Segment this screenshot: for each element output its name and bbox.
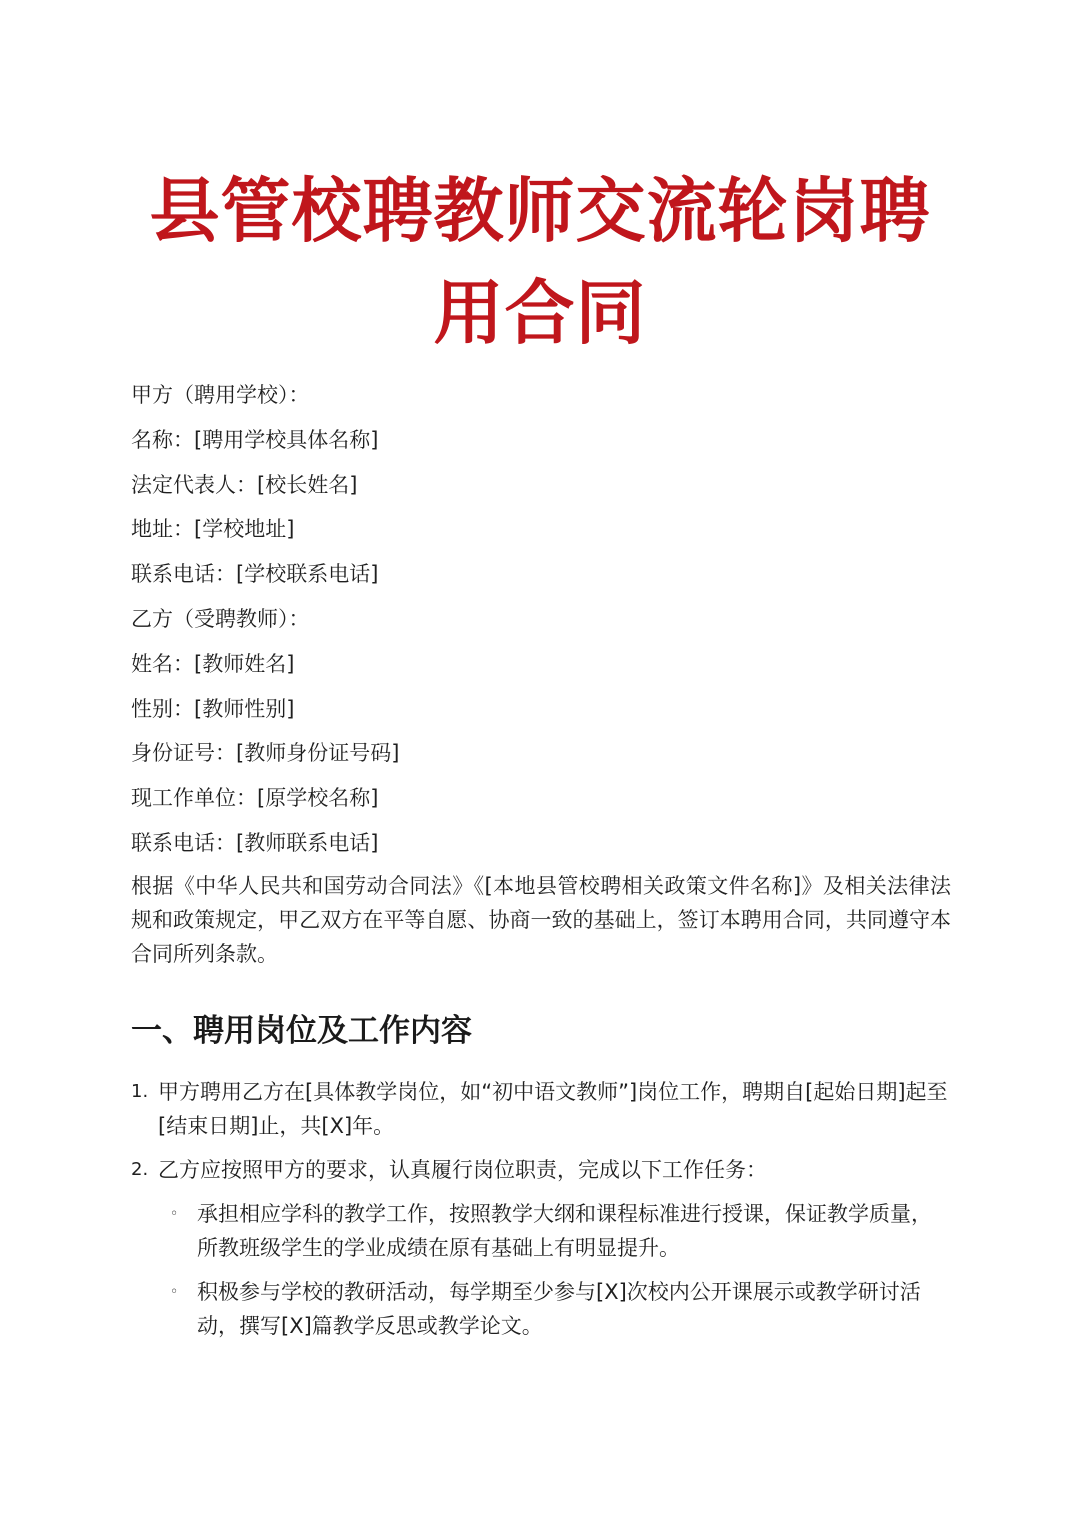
hollow-bullet-icon: ◦ — [170, 1205, 179, 1222]
sub-list-item — [131, 1197, 951, 1265]
sub-list-item-text: 积极参与学校的教研活动，每学期至少参与[X]次校内公开课展示或教学研讨活动，撰写[X]篇教学反思或教学论文。 — [197, 1279, 921, 1338]
party-a-name: 名称：[聘用学校具体名称] — [131, 427, 379, 452]
party-a-block — [131, 376, 951, 593]
section-title: 一、聘用岗位及工作内容 — [131, 1012, 472, 1049]
list-item-text: 甲方聘用乙方在[具体教学岗位，如“初中语文教师”]岗位工作，聘期自[起始日期]起至[结束日期]止，共[X]年。 — [158, 1079, 948, 1138]
sub-list-item — [131, 1275, 951, 1343]
party-b-phone: 联系电话：[教师联系电话] — [131, 830, 379, 855]
party-a-legal-rep: 法定代表人：[校长姓名] — [131, 472, 358, 497]
party-a-address: 地址：[学校地址] — [131, 517, 295, 542]
party-a-phone: 联系电话：[学校联系电话] — [131, 562, 379, 587]
list-item — [131, 1075, 951, 1143]
sub-list-item-text: 承担相应学科的教学工作，按照教学大纲和课程标准进行授课，保证教学质量，所教班级学生的学业成绩在原有基础上有明显提升。 — [197, 1201, 932, 1260]
party-b-block — [131, 600, 951, 862]
list-item-text: 乙方应按照甲方的要求，认真履行岗位职责，完成以下工作任务： — [158, 1157, 767, 1182]
party-b-id-number: 身份证号：[教师身份证号码] — [131, 741, 400, 766]
party-a-heading: 甲方（聘用学校）： — [131, 383, 310, 407]
hollow-bullet-icon: ◦ — [170, 1283, 179, 1300]
party-b-name: 姓名：[教师姓名] — [131, 651, 295, 676]
list-item-number: 2. — [131, 1158, 149, 1180]
list-item — [131, 1153, 951, 1187]
party-b-heading: 乙方（受聘教师）： — [131, 606, 310, 631]
document-body — [131, 376, 951, 1343]
list-item-number: 1. — [131, 1080, 149, 1102]
intro-paragraph: 根据《中华人民共和国劳动合同法》《[本地县管校聘相关政策文件名称]》及相关法律法规和政策规定，甲乙双方在平等自愿、协商一致的基础上，签订本聘用合同，共同遵守本合同所列条款。 — [131, 873, 951, 966]
party-b-current-employer: 现工作单位：[原学校名称] — [131, 786, 379, 811]
party-b-gender: 性别：[教师性别] — [131, 696, 295, 721]
document-title: 县管校聘教师交流轮岗聘用合同 — [149, 170, 931, 354]
